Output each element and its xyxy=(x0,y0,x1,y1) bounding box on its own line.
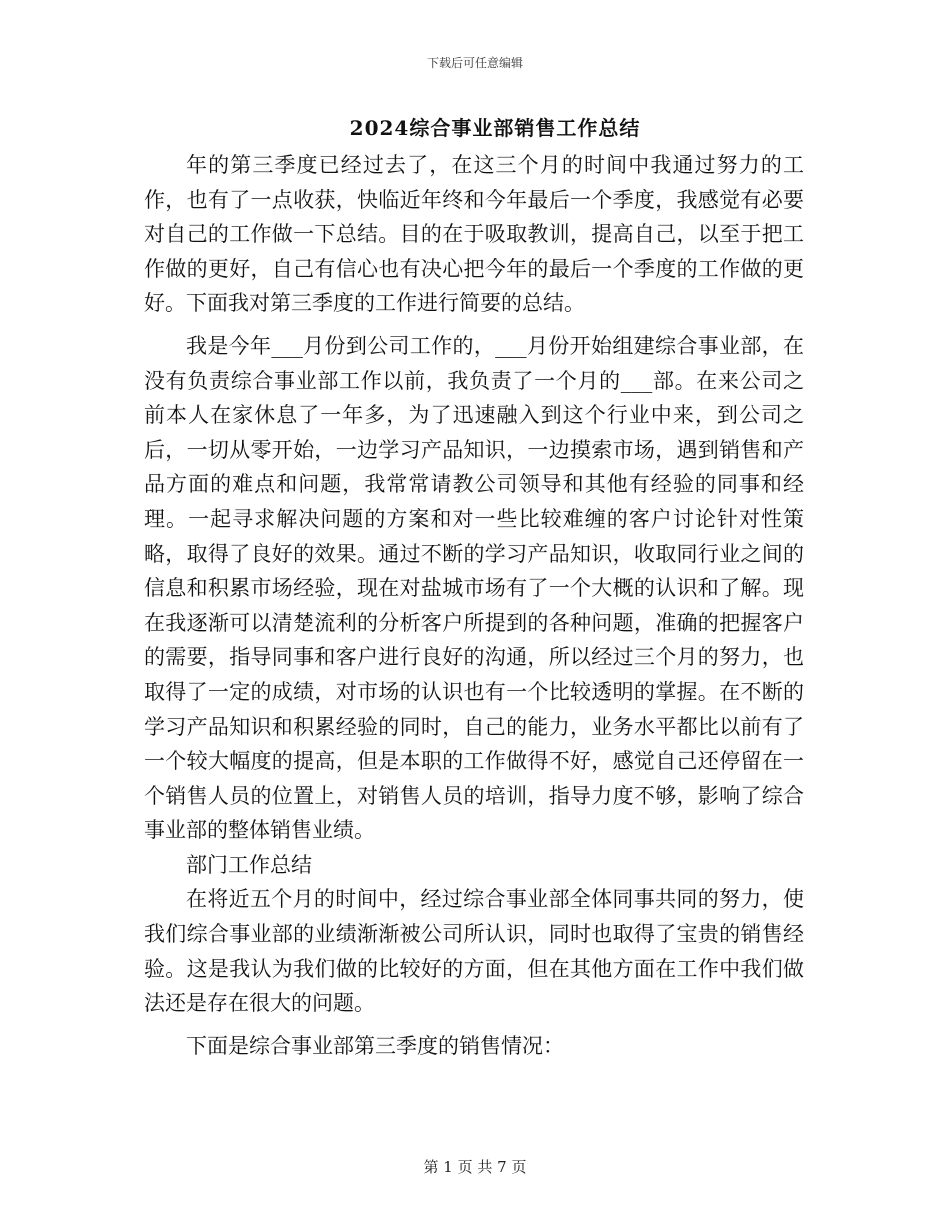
paragraph-department-summary: 在将近五个月的时间中，经过综合事业部全体同事共同的努力，使我们综合事业部的业绩渐渐被公司所认识，同时也取得了宝贵的销售经验。这是我认为我们做的比较好的方面，但在其他方面在工作中我们做法还是存在很大的问题。 xyxy=(144,887,804,1016)
paragraph-sales-intro: 下面是综合事业部第三季度的销售情况： xyxy=(186,1033,564,1058)
document-body xyxy=(144,148,804,1063)
section-heading-department: 部门工作总结 xyxy=(186,852,312,877)
page-number: 第 1 页 共 7 页 xyxy=(423,1158,527,1176)
document-title: 2024综合事业部销售工作总结 xyxy=(349,116,641,140)
header-note: 下载后可任意编辑 xyxy=(426,56,523,70)
paragraph-intro: 年的第三季度已经过去了，在这三个月的时间中我通过努力的工作，也有了一点收获，快临近年终和今年最后一个季度，我感觉有必要对自己的工作做一下总结。目的在于吸取教训，提高自己，以至于把工作做的更好，自己有信心也有决心把今年的最后一个季度的工作做的更好。下面我对第三季度的工作进行简要的总结。 xyxy=(144,153,804,316)
paragraph-personal-summary: 我是今年___月份到公司工作的，___月份开始组建综合事业部，在没有负责综合事业部工作以前，我负责了一个月的___部。在来公司之前本人在家休息了一年多，为了迅速融入到这个行业中来，到公司之后，一切从零开始，一边学习产品知识，一边摸索市场，遇到销售和产品方面的难点和问题，我常常请教公司领导和其他有经验的同事和经理。一起寻求解决问题的方案和对一些比较难缠的客户讨论针对性策略，取得了良好的效果。通过不断的学习产品知识，收取同行业之间的信息和积累市场经验，现在对盐城市场有了一个大概的认识和了解。现在我逐渐可以清楚流利的分析客户所提到的各种问题，准确的把握客户的需要，指导同事和客户进行良好的沟通，所以经过三个月的努力，也取得了一定的成绩，对市场的认识也有一个比较透明的掌握。在不断的学习产品知识和积累经验的同时，自己的能力，业务水平都比以前有了一个较大幅度的提高，但是本职的工作做得不好，感觉自己还停留在一个销售人员的位置上，对销售人员的培训，指导力度不够，影响了综合事业部的整体销售业绩。 xyxy=(144,333,804,843)
